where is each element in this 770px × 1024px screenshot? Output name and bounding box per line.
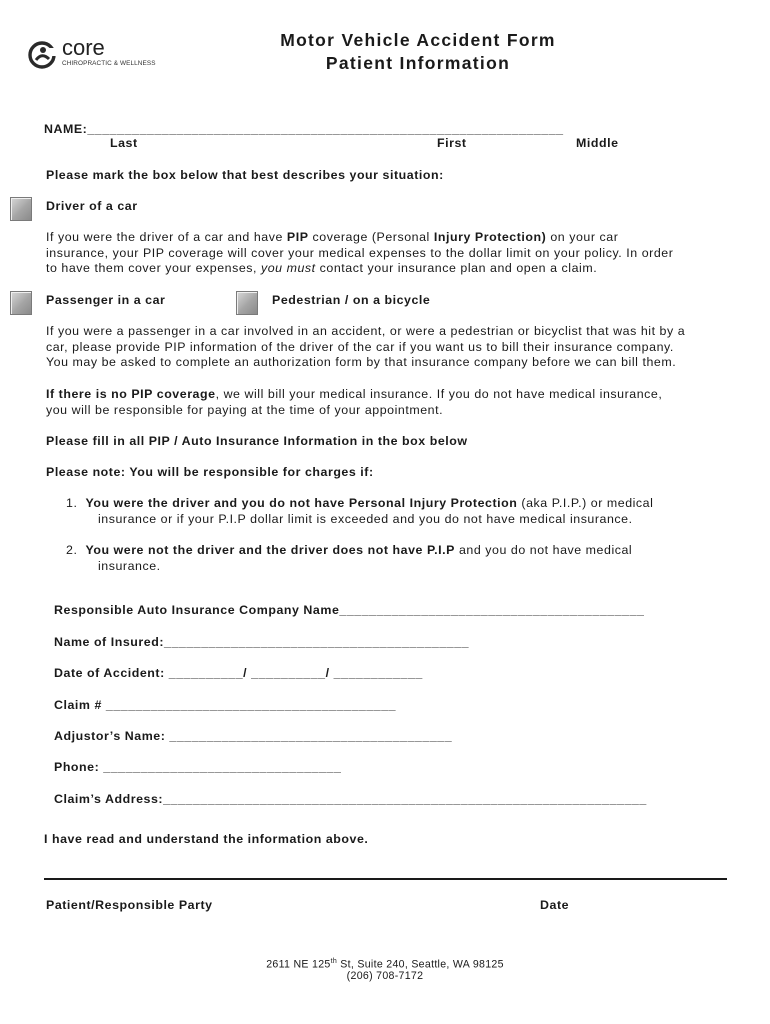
phone-field[interactable]: Phone: ________________________________ <box>54 760 342 774</box>
footer-phone: (206) 708-7172 <box>346 970 424 982</box>
adjustor-name-field[interactable]: Adjustor’s Name: ______________________________________ <box>54 729 453 743</box>
driver-label: Driver of a car <box>46 199 138 213</box>
passenger-checkbox[interactable] <box>10 291 32 315</box>
logo-subtitle: CHIROPRACTIC & WELLNESS <box>62 60 156 67</box>
passenger-label: Passenger in a car <box>46 293 166 307</box>
date-of-accident-field[interactable]: Date of Accident: __________/ __________/ ____________ <box>54 666 423 680</box>
signature-date-label: Date <box>540 898 570 912</box>
driver-checkbox[interactable] <box>10 197 32 221</box>
responsibility-item-2: 2. You were not the driver and the driver does not have P.I.P and you do not have medical insurance. <box>66 543 633 573</box>
acknowledgement: I have read and understand the information above. <box>44 832 369 846</box>
name-middle-label: Middle <box>576 136 619 150</box>
no-pip-paragraph: If there is no PIP coverage, we will bill your medical insurance. If you do not have medical insurance, you will be responsible for paying at the time of your appointment. <box>46 387 663 417</box>
pedestrian-label: Pedestrian / on a bicycle <box>272 293 431 307</box>
claim-number-field[interactable]: Claim # _______________________________________ <box>54 698 397 712</box>
responsibility-item-1: 1. You were the driver and you do not have Personal Injury Protection (aka P.I.P.) or medical insurance or if your P.I.P dollar limit is exceeded and you do not have medical insurance. <box>66 496 654 526</box>
form-title: Motor Vehicle Accident Form <box>280 30 556 50</box>
form-subtitle: Patient Information <box>325 53 511 73</box>
name-last-label: Last <box>110 136 138 150</box>
passenger-paragraph: If you were a passenger in a car involved in an accident, or were a pedestrian or bicyclist that was hit by a car, please provide PIP information of the driver of the car if you want us to bill their insurance company. You may be asked to complete an authorization form by that insurance company before we can bill them. <box>46 324 686 370</box>
insurance-company-field[interactable]: Responsible Auto Insurance Company Name_________________________________________ <box>54 603 645 617</box>
claim-address-field[interactable]: Claim’s Address:_________________________________________________________________ <box>54 792 647 806</box>
name-field[interactable]: NAME:________________________________________________________________ <box>44 122 564 136</box>
situation-prompt: Please mark the box below that best describes your situation: <box>46 168 444 182</box>
pedestrian-checkbox[interactable] <box>236 291 258 315</box>
logo-wordmark: core <box>62 35 105 60</box>
fill-in-instruction: Please fill in all PIP / Auto Insurance Information in the box below <box>46 434 468 448</box>
driver-paragraph: If you were the driver of a car and have PIP coverage (Personal Injury Protection) on your car insurance, your PIP coverage will cover your medical expenses to the dollar limit on your policy. In order to have them cover your expenses, you must contact your insurance plan and open a claim. <box>46 230 674 276</box>
please-note: Please note: You will be responsible for charges if: <box>46 465 374 479</box>
signature-line[interactable] <box>44 878 727 880</box>
name-first-label: First <box>437 136 467 150</box>
signature-party-label: Patient/Responsible Party <box>46 898 213 912</box>
name-of-insured-field[interactable]: Name of Insured:_________________________________________ <box>54 635 470 649</box>
footer-address: 2611 NE 125th St, Suite 240, Seattle, WA 98125 <box>266 958 504 971</box>
